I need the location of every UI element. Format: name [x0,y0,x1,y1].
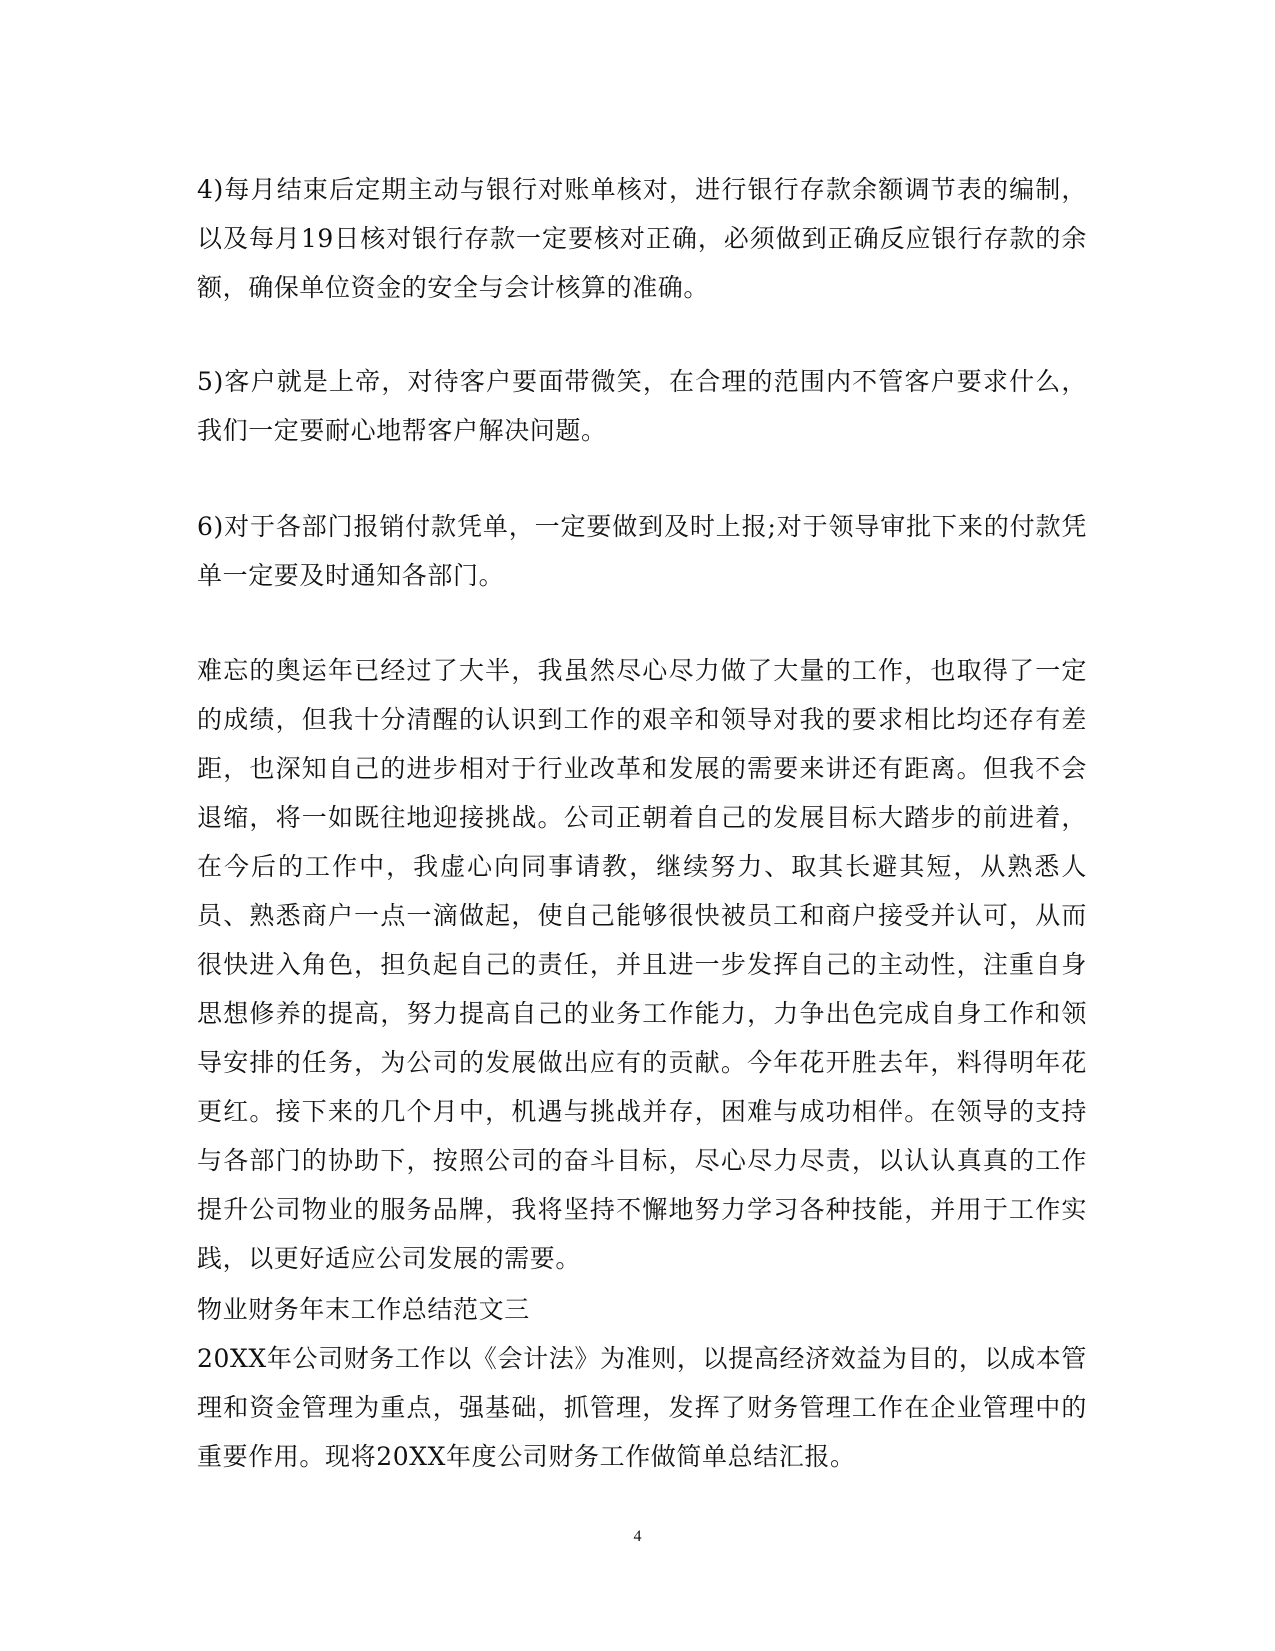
page-number: 4 [633,1528,642,1545]
paragraph-summary: 难忘的奥运年已经过了大半，我虽然尽心尽力做了大量的工作，也取得了一定的成绩，但我十分清醒的认识到工作的艰辛和领导对我的要求相比均还存有差距，也深知自己的进步相对于行业改革和发展的需要来讲还有距离。但我不会退缩，将一如既往地迎接挑战。公司正朝着自己的发展目标大踏步的前进着，在今后的工作中，我虚心向同事请教，继续努力、取其长避其短，从熟悉人员、熟悉商户一点一滴做起，使自己能够很快被员工和商户接受并认可，从而很快进入角色，担负起自己的责任，并且进一步发挥自己的主动性，注重自身思想修养的提高，努力提高自己的业务工作能力，力争出色完成自身工作和领导安排的任务，为公司的发展做出应有的贡献。今年花开胜去年，料得明年花更红。接下来的几个月中，机遇与挑战并存，困难与成功相伴。在领导的支持与各部门的协助下，按照公司的奋斗目标，尽心尽力尽责，以认认真真的工作提升公司物业的服务品牌，我将坚持不懈地努力学习各种技能，并用于工作实践，以更好适应公司发展的需要。 [197,656,1087,1273]
paragraph-intro: 20XX年公司财务工作以《会计法》为准则，以提高经济效益为目的，以成本管理和资金管理为重点，强基础，抓管理，发挥了财务管理工作在企业管理中的重要作用。现将20XX年度公司财务工作做简单总结汇报。 [197,1344,1087,1471]
section-title: 物业财务年末工作总结范文三 [197,1295,530,1324]
paragraph-item-5: 5)客户就是上帝，对待客户要面带微笑，在合理的范围内不管客户要求什么，我们一定要耐心地帮客户解决问题。 [197,367,1087,445]
paragraph-item-6: 6)对于各部门报销付款凭单，一定要做到及时上报;对于领导审批下来的付款凭单一定要及时通知各部门。 [197,512,1087,590]
paragraph-item-4: 4)每月结束后定期主动与银行对账单核对，进行银行存款余额调节表的编制，以及每月19日核对银行存款一定要核对正确，必须做到正确反应银行存款的余额，确保单位资金的安全与会计核算的准确。 [197,175,1087,302]
